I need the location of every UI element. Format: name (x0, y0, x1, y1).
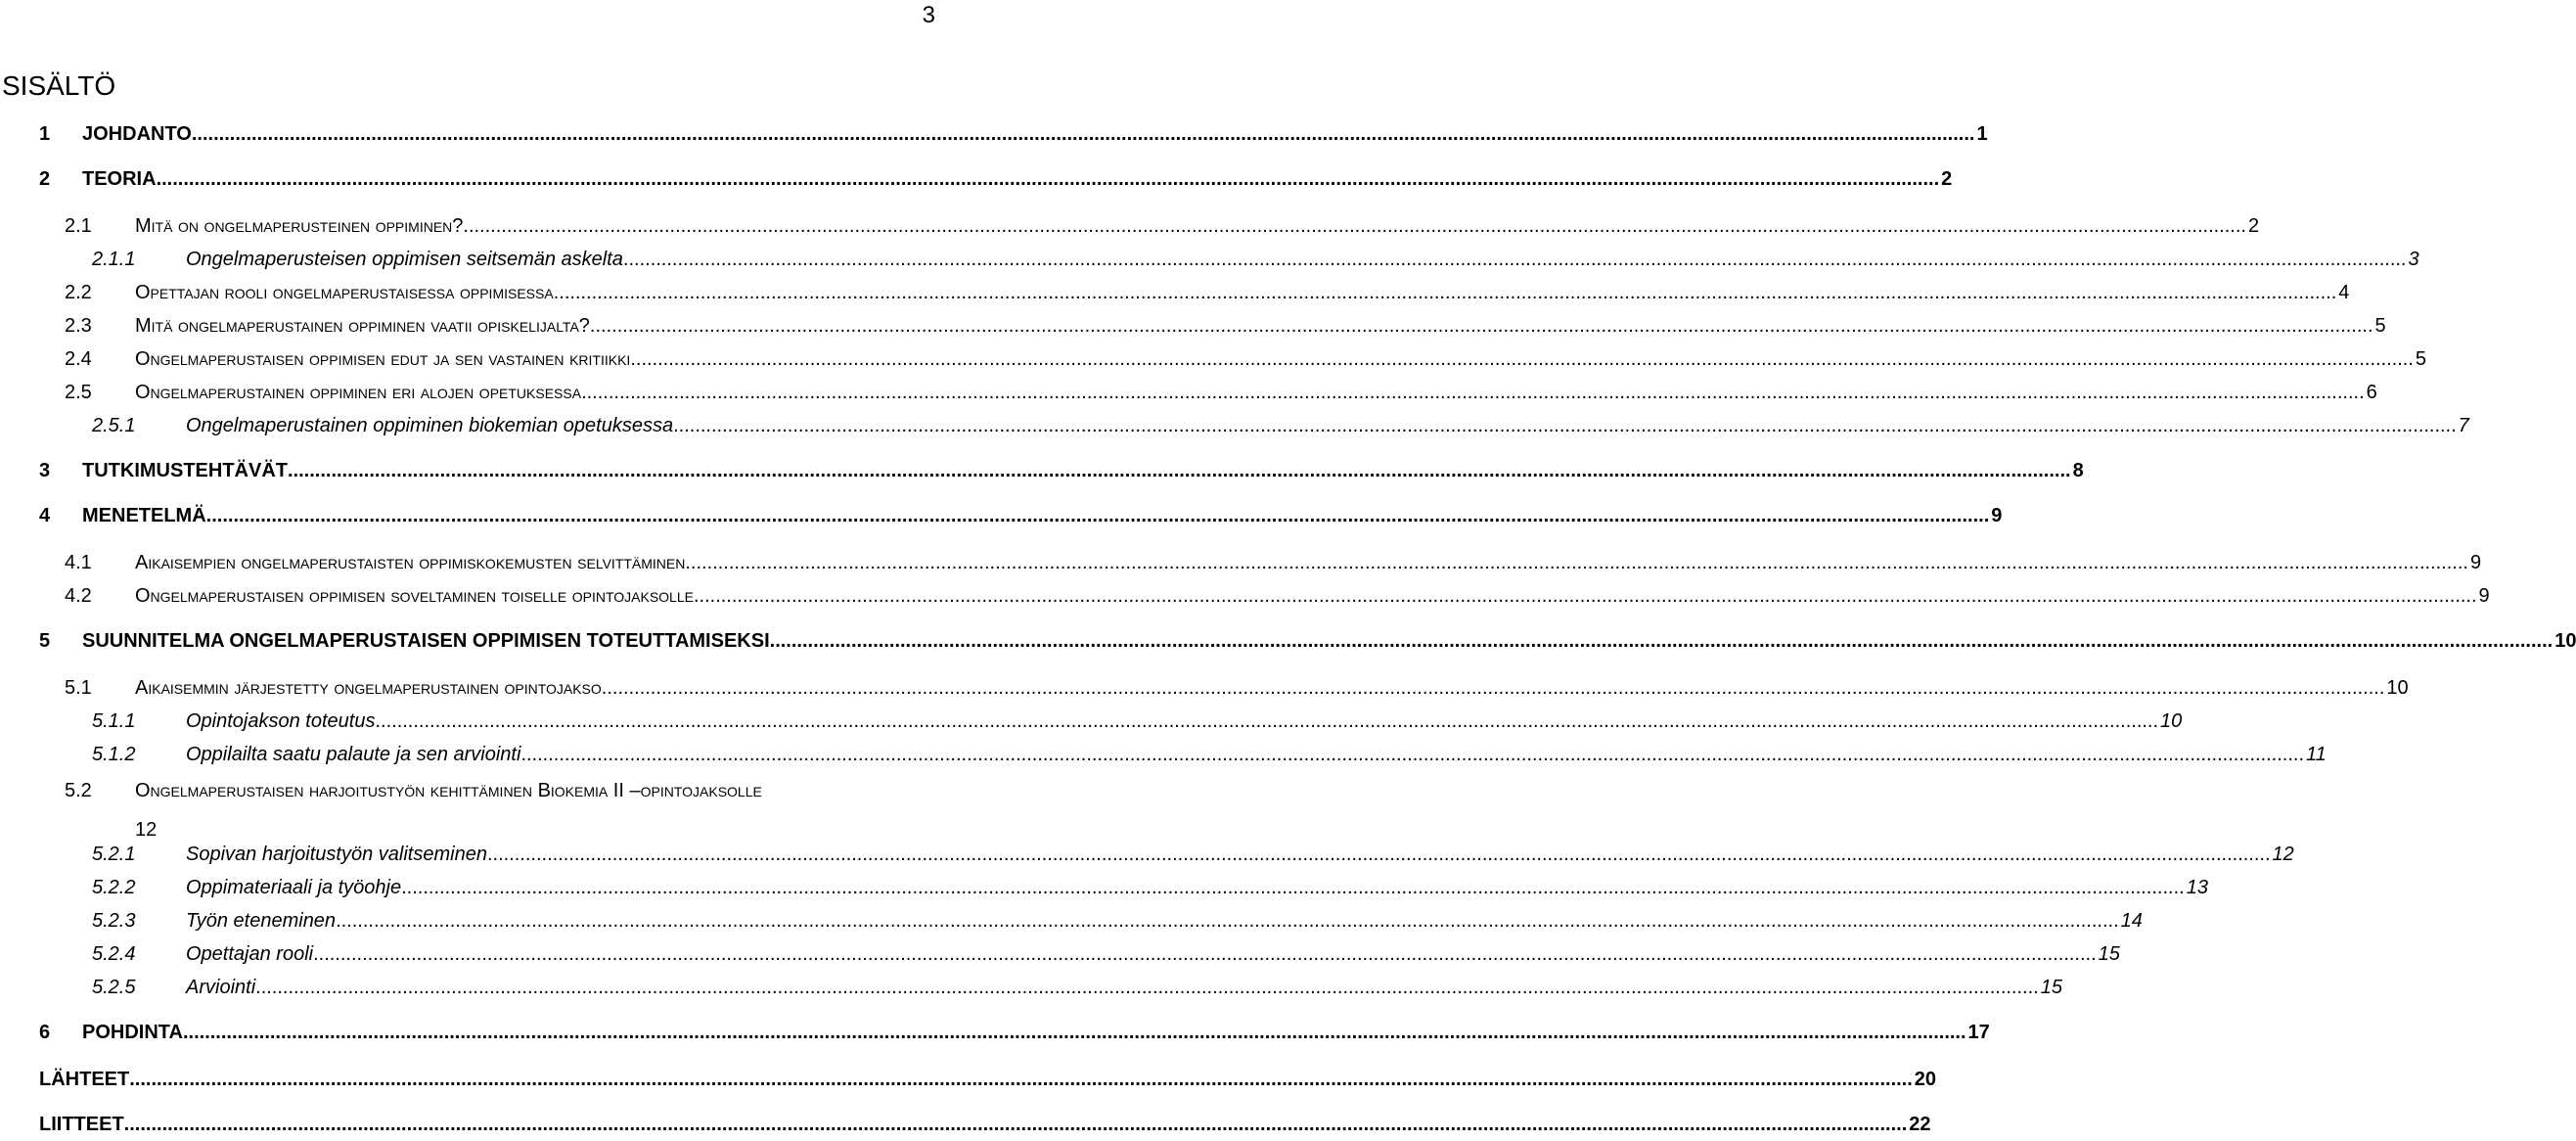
toc-entry-text: JOHDANTO (82, 123, 192, 145)
toc-entry[interactable] (39, 348, 2427, 376)
toc-title: SISÄLTÖ (2, 70, 116, 101)
toc-entry-number: 6 (39, 1022, 51, 1043)
toc-entry[interactable] (39, 505, 2003, 532)
toc-entry-text: SUUNNITELMA ONGELMAPERUSTAISEN OPPIMISEN TOTEUTTAMISEKSI (82, 630, 770, 652)
toc-entry[interactable] (39, 677, 2409, 705)
toc-entry[interactable] (39, 315, 2386, 342)
toc-leader-dots (590, 315, 2373, 338)
toc-entry-page: 14 (2120, 910, 2143, 932)
toc-entry-text: POHDINTA (82, 1022, 183, 1043)
toc-entry-page: 15 (2098, 943, 2120, 965)
toc-entry-text: Mitä ongelmaperustainen oppiminen vaatii opiskelijalta? (135, 315, 590, 337)
toc-entry-page: 9 (2478, 585, 2490, 607)
toc-entry-text: TEORIA (82, 168, 157, 190)
toc-entry-page: 2 (2247, 215, 2260, 237)
toc-entry-page: 7 (2458, 415, 2469, 436)
toc-entry-page: 9 (1991, 505, 2003, 526)
page-number: 3 (922, 2, 935, 28)
toc-entry-number: 5.2.3 (92, 910, 136, 932)
toc-leader-dots (673, 415, 2457, 437)
toc-entry-number: 2.1.1 (92, 249, 136, 270)
toc-entry[interactable] (39, 844, 2294, 871)
toc-entry-page: 9 (2469, 552, 2482, 573)
toc-entry-text: Ongelmaperusteisen oppimisen seitsemän askelta (186, 249, 623, 270)
toc-entry-page: 2 (1941, 168, 1953, 190)
toc-entry-number: 3 (39, 460, 51, 481)
toc-entry-page: 6 (2366, 382, 2377, 403)
toc-entry-text: Oppilailta saatu palaute ja sen arviointi (186, 744, 521, 765)
toc-entry-text: LÄHTEET (39, 1069, 130, 1090)
toc-entry-page: 13 (2186, 877, 2208, 898)
toc-entry[interactable] (39, 943, 2120, 971)
toc-entry-number: 5.1.1 (92, 710, 136, 732)
toc-entry-number: 2.3 (65, 315, 92, 337)
toc-entry-page: 12 (135, 819, 158, 841)
toc-entry-number: 2.5 (65, 382, 92, 403)
toc-entry[interactable] (39, 460, 2084, 487)
toc-entry-number: 5.2 (65, 780, 92, 801)
toc-leader-dots (463, 215, 2246, 238)
toc-entry-text: MENETELMÄ (82, 505, 206, 526)
toc-entry-number: 5.2.2 (92, 877, 136, 898)
toc-leader-dots (183, 1022, 1966, 1044)
toc-entry-number: 5.2.5 (92, 977, 136, 998)
toc-entry-number: 1 (39, 123, 51, 145)
toc-entry-number: 2.4 (65, 348, 92, 370)
toc-entry[interactable] (39, 1114, 1931, 1141)
toc-entry-text: Aikaisemmin järjestetty ongelmaperustainen opintojakso (135, 677, 602, 699)
toc-entry-text: Ongelmaperustaisen harjoitustyön kehittäminen Biokemia II –opintojaksolle (135, 780, 762, 801)
toc-leader-dots (192, 123, 1975, 146)
toc-entry-number: 5.2.4 (92, 943, 136, 965)
toc-leader-dots (401, 877, 2185, 899)
toc-leader-dots (129, 1069, 1913, 1091)
toc-entry-number: 2 (39, 168, 51, 190)
toc-entry-number: 5.1 (65, 677, 92, 699)
toc-entry[interactable] (39, 877, 2208, 904)
toc-entry-page: 5 (2415, 348, 2427, 370)
toc-leader-dots (581, 382, 2365, 404)
toc-entry-text: Oppimateriaali ja työohje (186, 877, 402, 898)
toc-entry-page: 17 (1967, 1022, 1990, 1043)
toc-entry[interactable] (65, 771, 933, 849)
toc-entry-number: 2.5.1 (92, 415, 136, 436)
toc-entry-page: 10 (2554, 630, 2576, 652)
toc-leader-dots (554, 282, 2337, 304)
toc-entry[interactable] (39, 168, 1953, 196)
toc-entry[interactable] (39, 744, 2327, 771)
toc-entry[interactable] (39, 630, 2576, 658)
toc-entry-text: Opettajan rooli ongelmaperustaisessa oppimisessa (135, 282, 554, 303)
toc-leader-dots (694, 585, 2477, 608)
toc-entry[interactable] (39, 910, 2143, 937)
toc-entry-text: Opintojakson toteutus (186, 710, 376, 732)
toc-leader-dots (255, 977, 2039, 999)
toc-leader-dots (336, 910, 2119, 933)
toc-entry-page: 4 (2338, 282, 2350, 303)
toc-entry-text: Aikaisempien ongelmaperustaisten oppimiskokemusten selvittäminen (135, 552, 686, 573)
toc-leader-dots (124, 1114, 1908, 1136)
toc-entry[interactable] (39, 552, 2482, 579)
toc-entry-text: TUTKIMUSTEHTÄVÄT (82, 460, 288, 481)
toc-entry[interactable] (39, 249, 2419, 276)
toc-entry-number: 5.2.1 (92, 844, 136, 865)
toc-leader-dots (520, 744, 2304, 766)
toc-leader-dots (602, 677, 2385, 700)
toc-entry-page: 22 (1909, 1114, 1931, 1135)
toc-entry[interactable] (39, 710, 2183, 738)
toc-entry-page: 5 (2374, 315, 2386, 337)
toc-entry-number: 4 (39, 505, 51, 526)
toc-entry-text: LIITTEET (39, 1114, 124, 1135)
toc-entry[interactable] (39, 1022, 1990, 1049)
toc-entry[interactable] (39, 1069, 1937, 1096)
toc-entry-number: 4.2 (65, 585, 92, 607)
toc-entry-number: 5 (39, 630, 51, 652)
toc-entry-page: 10 (2160, 710, 2183, 732)
toc-entry-text: Sopivan harjoitustyön valitseminen (186, 844, 487, 865)
toc-leader-dots (313, 943, 2097, 966)
toc-entry[interactable] (39, 282, 2350, 309)
toc-entry-page: 15 (2040, 977, 2062, 998)
toc-entry-number: 2.1 (65, 215, 92, 237)
toc-leader-dots (623, 249, 2407, 271)
toc-entry[interactable] (39, 977, 2062, 1004)
toc-entry-page: 11 (2306, 744, 2327, 765)
toc-leader-dots (770, 630, 2553, 653)
toc-entry-text: Arviointi (186, 977, 256, 998)
toc-entry-text: Työn eteneminen (186, 910, 337, 932)
toc-entry-text: Ongelmaperustainen oppiminen biokemian opetuksessa (186, 415, 674, 436)
toc-entry-text: Ongelmaperustaisen oppimisen edut ja sen vastainen kritiikki (135, 348, 631, 370)
toc-leader-dots (630, 348, 2414, 371)
toc-leader-dots (288, 460, 2071, 482)
toc-entry-text: Mitä on ongelmaperusteinen oppiminen? (135, 215, 464, 237)
toc-leader-dots (375, 710, 2158, 733)
toc-entry-page: 20 (1914, 1069, 1937, 1090)
toc-entry-page: 10 (2386, 677, 2409, 699)
toc-entry[interactable] (39, 585, 2490, 613)
toc-entry-number: 5.1.2 (92, 744, 136, 765)
toc-entry[interactable] (39, 123, 1988, 151)
toc-leader-dots (487, 844, 2271, 866)
toc-leader-dots (685, 552, 2468, 574)
toc-entry-page: 3 (2408, 249, 2419, 270)
toc-entry[interactable] (39, 215, 2260, 243)
toc-entry-page: 1 (1976, 123, 1988, 145)
toc-entry-number: 2.2 (65, 282, 92, 303)
toc-leader-dots (206, 505, 1990, 527)
toc-entry-page: 12 (2272, 844, 2294, 865)
toc-leader-dots (157, 168, 1940, 191)
toc-entry-text: Opettajan rooli (186, 943, 314, 965)
toc-entry-number: 4.1 (65, 552, 92, 573)
toc-entry-text: Ongelmaperustainen oppiminen eri alojen opetuksessa (135, 382, 582, 403)
toc-entry-text: Ongelmaperustaisen oppimisen soveltaminen toiselle opintojaksolle (135, 585, 694, 607)
toc-entry[interactable] (39, 382, 2377, 409)
toc-entry-page: 8 (2072, 460, 2084, 481)
toc-entry[interactable] (39, 415, 2469, 442)
